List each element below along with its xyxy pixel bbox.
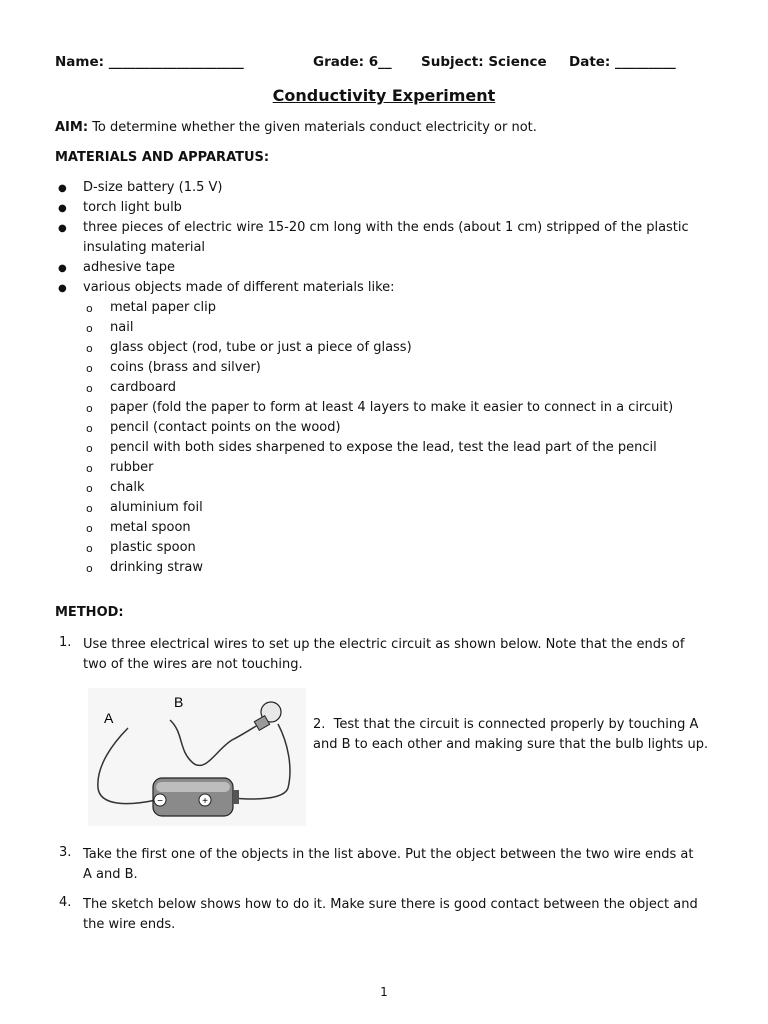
step-1-text: Use three electrical wires to set up the electric circuit as shown below. Note that the ends of two of the wires are not touching. [83, 637, 685, 672]
step-number: 4. [59, 895, 72, 910]
list-item: various objects made of different materials like: [83, 280, 395, 295]
list-item-continuation: insulating material [83, 240, 206, 255]
step-2-text: 2. Test that the circuit is connected properly by touching A and B to each other and making sure that the bulb lights up. [313, 717, 709, 752]
list-item: three pieces of electric wire 15-20 cm long with the ends (about 1 cm) stripped of the plastic [83, 220, 689, 235]
list-item: adhesive tape [83, 260, 175, 275]
minus-sign: − [157, 796, 163, 807]
materials-heading: MATERIALS AND APPARATUS: [55, 150, 270, 165]
circuit-diagram [88, 688, 306, 826]
page-number: 1 [380, 985, 388, 999]
circle-bullet-icon: o [86, 482, 93, 495]
aim-line [55, 120, 537, 135]
list-item: cardboard [110, 380, 177, 395]
step-3-text: Take the first one of the objects in the list above. Put the object between the two wire ends at A and B. [83, 847, 694, 882]
bullet-icon: ● [58, 283, 67, 294]
list-item: pencil with both sides sharpened to expose the lead, test the lead part of the pencil [110, 440, 657, 455]
circle-bullet-icon: o [86, 562, 93, 575]
circle-bullet-icon: o [86, 522, 93, 535]
list-item: coins (brass and silver) [110, 360, 261, 375]
list-item: metal paper clip [110, 300, 217, 315]
name-field: Name: ____________________ [55, 54, 244, 70]
list-item: torch light bulb [83, 200, 182, 215]
step-number: 2. [313, 717, 326, 732]
list-item: glass object (rod, tube or just a piece of glass) [110, 340, 412, 355]
circle-bullet-icon: o [86, 502, 93, 515]
list-item: aluminium foil [110, 500, 203, 515]
step-number: 3. [59, 845, 72, 860]
list-item: metal spoon [110, 520, 191, 535]
aim-label: AIM: [55, 120, 89, 135]
circle-bullet-icon: o [86, 402, 93, 415]
list-item: pencil (contact points on the wood) [110, 420, 341, 435]
circle-bullet-icon: o [86, 462, 93, 475]
label-a: A [104, 710, 114, 726]
battery-terminal [233, 790, 239, 804]
list-item: nail [110, 320, 134, 335]
step-number: 1. [59, 635, 72, 650]
label-b: B [174, 694, 184, 710]
subject-field: Subject: Science [421, 54, 547, 70]
bullet-icon: ● [58, 203, 67, 214]
bullet-icon: ● [58, 263, 67, 274]
plus-sign: + [202, 796, 208, 807]
circle-bullet-icon: o [86, 542, 93, 555]
bullet-icon: ● [58, 223, 67, 234]
grade-field: Grade: 6__ [313, 54, 392, 70]
circle-bullet-icon: o [86, 342, 93, 355]
circle-bullet-icon: o [86, 422, 93, 435]
list-item: plastic spoon [110, 540, 196, 555]
method-heading: METHOD: [55, 605, 124, 620]
circle-bullet-icon: o [86, 322, 93, 335]
circle-bullet-icon: o [86, 382, 93, 395]
circle-bullet-icon: o [86, 302, 93, 315]
battery-highlight [156, 782, 230, 792]
bullet-icon: ● [58, 183, 67, 194]
list-item: drinking straw [110, 560, 204, 575]
list-item: chalk [110, 480, 145, 495]
page-title: Conductivity Experiment [272, 86, 496, 105]
step-4-text: The sketch below shows how to do it. Make sure there is good contact between the object and the wire ends. [83, 897, 698, 932]
list-item: D-size battery (1.5 V) [83, 180, 223, 195]
date-field: Date: _________ [569, 54, 676, 70]
list-item: rubber [110, 460, 154, 475]
list-item: paper (fold the paper to form at least 4 layers to make it easier to connect in a circuit) [110, 400, 674, 415]
circle-bullet-icon: o [86, 442, 93, 455]
circle-bullet-icon: o [86, 362, 93, 375]
aim-text: To determine whether the given materials conduct electricity or not. [92, 120, 537, 135]
